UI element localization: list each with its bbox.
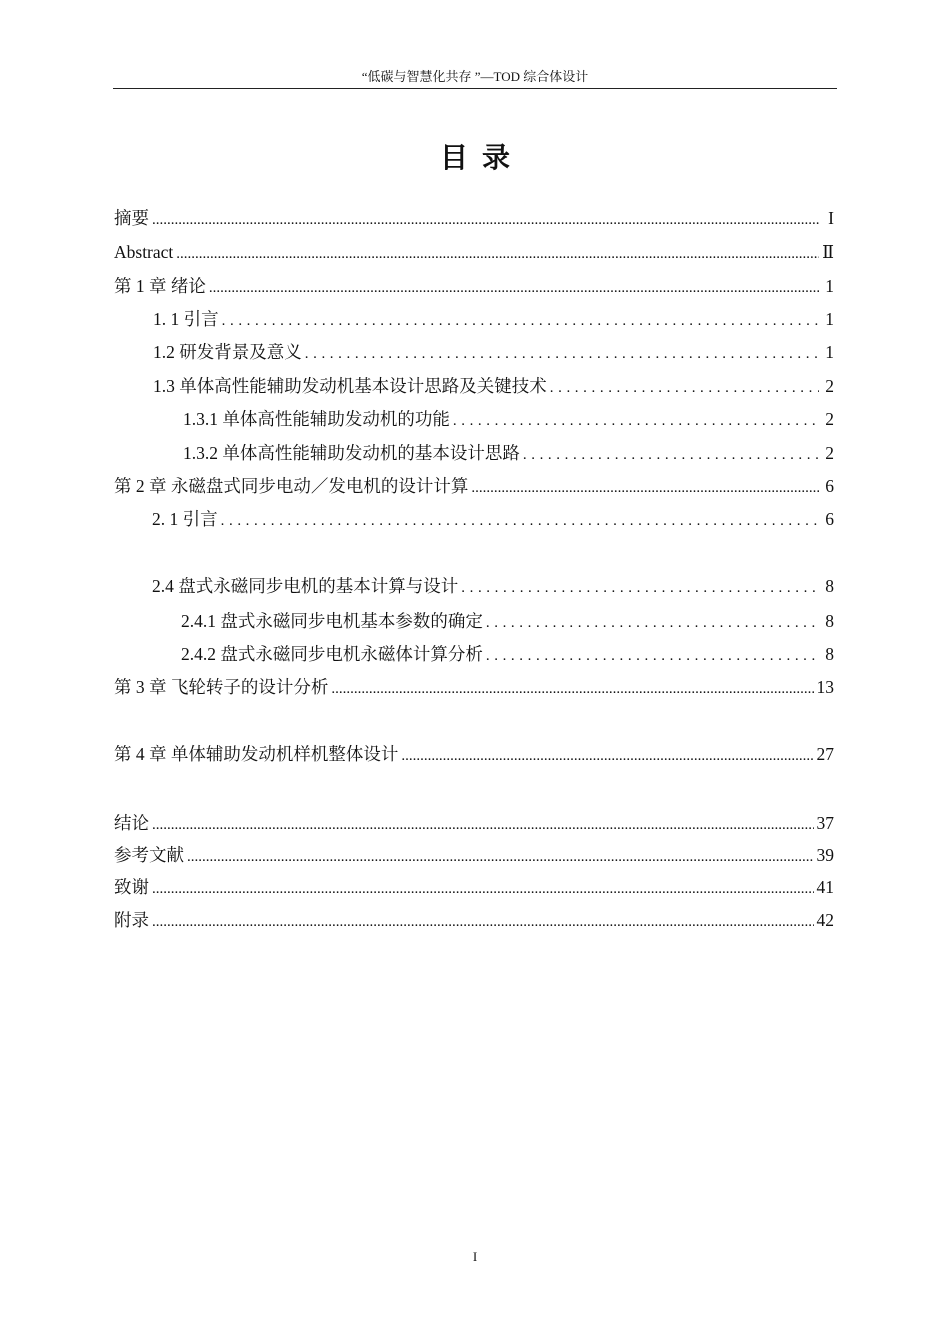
toc-page-number: 8 [825,611,834,631]
toc-entry-label: 摘要 [114,208,149,228]
toc-page-number: 1 [825,342,834,362]
toc-entry-label: 2. 1 引言 [152,509,218,529]
toc-entry[interactable] [114,675,834,699]
toc-page-number: 8 [825,644,834,664]
toc-dot-leader [187,845,814,869]
toc-entry[interactable] [114,274,834,298]
toc-entry[interactable] [114,474,834,498]
toc-page-number: 8 [825,576,834,596]
toc-entry[interactable] [114,240,834,264]
toc-entry-label: 第 3 章 飞轮转子的设计分析 [114,677,329,697]
toc-title: 目录 [439,141,524,174]
toc-entry-label: 第 2 章 永磁盘式同步电动／发电机的设计计算 [114,476,469,496]
toc-page-number: Ⅱ [822,242,834,262]
toc-page-number: 1 [825,276,834,296]
toc-dot-leader [152,208,819,232]
toc-page-number: 39 [816,845,834,865]
toc-entry-label: 1.3 单体高性能辅助发动机基本设计思路及关键技术 [153,376,547,396]
toc-dot-leader [152,877,814,901]
toc-page-number: 42 [816,910,834,930]
footer-page-number: I [472,1249,478,1264]
toc-entry[interactable] [114,843,834,867]
toc-dot-leader [209,276,819,300]
toc-page-number: 2 [825,409,834,429]
toc-page-number: 2 [825,376,834,396]
toc-page-number: 27 [816,744,834,764]
toc-entry[interactable] [153,340,834,364]
toc-page-number: 6 [825,509,834,529]
toc-entry[interactable] [114,742,834,766]
toc-entry-label: 致谢 [114,877,149,897]
toc-entry-label: 参考文献 [114,845,184,865]
toc-dot-leader [453,409,819,433]
toc-entry[interactable] [181,609,834,633]
toc-page-number: 1 [825,309,834,329]
toc-entry-label: 第 1 章 绪论 [114,276,206,296]
running-header: “低碳与智慧化共存 ”—TOD 综合体设计 [361,69,589,84]
toc-dot-leader [461,576,819,600]
toc-dot-leader [471,476,819,500]
toc-dot-leader [550,376,819,400]
toc-entry[interactable] [153,374,834,398]
toc-page-number: 2 [825,443,834,463]
toc-page-number: 41 [816,877,834,897]
toc-dot-leader [221,509,819,533]
toc-entry-label: 1.3.1 单体高性能辅助发动机的功能 [183,409,450,429]
toc-entry[interactable] [114,811,834,835]
toc-dot-leader [331,677,813,701]
toc-entry[interactable] [114,206,834,230]
toc-entry-label: 1. 1 引言 [153,309,219,329]
toc-entry[interactable] [183,407,834,431]
toc-entry[interactable] [114,875,834,899]
toc-page-number: 6 [825,476,834,496]
toc-entry[interactable] [183,441,834,465]
toc-page-number: 13 [816,677,834,697]
toc-entry[interactable] [153,307,834,331]
toc-dot-leader [152,813,814,837]
toc-entry[interactable] [152,507,834,531]
toc-entry-label: 附录 [114,910,149,930]
toc-dot-leader [305,342,819,366]
toc-entry-label: Abstract [114,242,174,262]
toc-entry[interactable] [181,642,834,666]
toc-page-number: 37 [816,813,834,833]
toc-entry-label: 1.3.2 单体高性能辅助发动机的基本设计思路 [183,443,520,463]
toc-entry-label: 第 4 章 单体辅助发动机样机整体设计 [114,744,399,764]
toc-dot-leader [152,910,814,934]
toc-entry-label: 2.4.2 盘式永磁同步电机永磁体计算分析 [181,644,483,664]
toc-dot-leader [401,744,813,768]
toc-entry[interactable] [152,574,834,598]
toc-entry-label: 1.2 研发背景及意义 [153,342,302,362]
header-rule [113,88,837,89]
toc-dot-leader [523,443,819,467]
toc-entry-label: 结论 [114,813,149,833]
toc-entry-label: 2.4 盘式永磁同步电机的基本计算与设计 [152,576,459,596]
toc-entry-label: 2.4.1 盘式永磁同步电机基本参数的确定 [181,611,483,631]
toc-page-number: I [828,208,834,228]
toc-dot-leader [486,611,819,635]
toc-dot-leader [176,242,819,266]
toc-entry[interactable] [114,908,834,932]
toc-dot-leader [222,309,819,333]
toc-dot-leader [486,644,819,668]
